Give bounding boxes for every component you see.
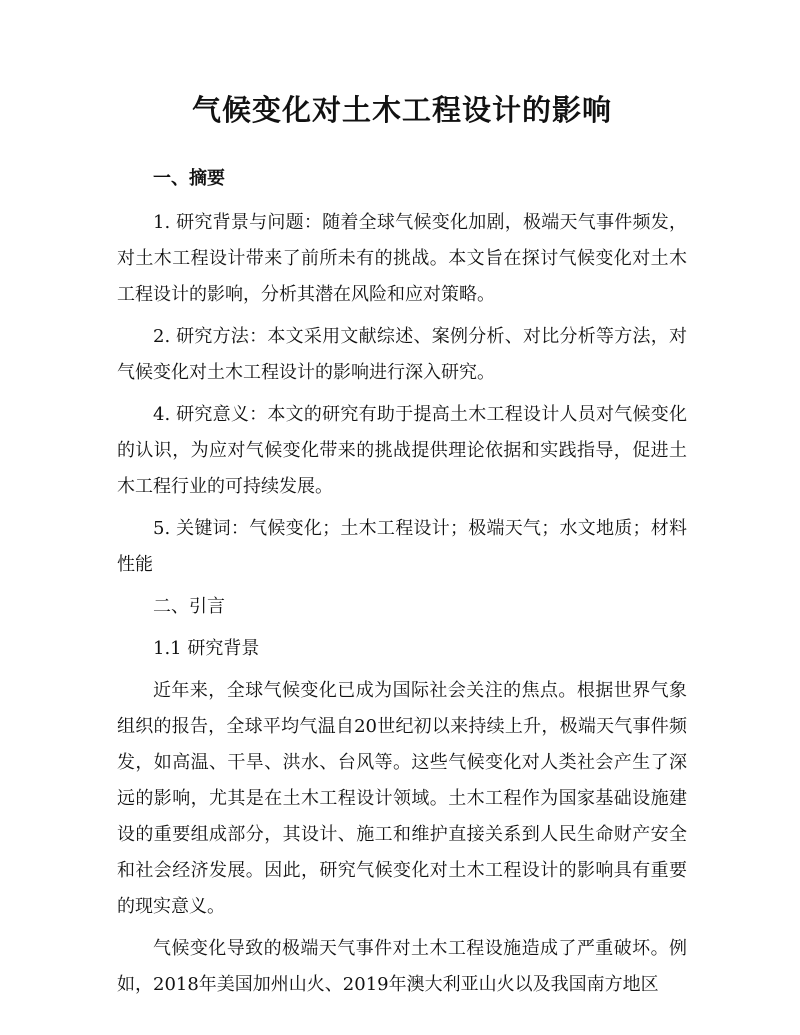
abstract-item: 1. 研究背景与问题：随着全球气候变化加剧，极端天气事件频发，对土木工程设计带来了前所未有的挑战。本文旨在探讨气候变化对土木工程设计的影响，分析其潜在风险和应对策略。 — [117, 212, 687, 305]
abstract-item: 2. 研究方法：本文采用文献综述、案例分析、对比分析等方法，对气候变化对土木工程设计的影响进行深入研究。 — [117, 326, 687, 383]
research-background-subheading: 1.1 研究背景 — [153, 638, 260, 659]
abstract-item: 5. 关键词：气候变化；土木工程设计；极端天气；水文地质；材料性能 — [117, 518, 687, 575]
body-paragraph: 近年来，全球气候变化已成为国际社会关注的焦点。根据世界气象组织的报告，全球平均气温自20世纪初以来持续上升，极端天气事件频发，如高温、干旱、洪水、台风等。这些气候变化对人类社会产生了深远的影响，尤其是在土木工程设计领域。土木工程作为国家基础设施建设的重要组成部分，其设计、施工和维护直接关系到人民生命财产安全和社会经济发展。因此，研究气候变化对土木工程设计的影响具有重要的现实意义。 — [117, 680, 687, 917]
document-page — [117, 88, 687, 1003]
abstract-item: 4. 研究意义：本文的研究有助于提高土木工程设计人员对气候变化的认识，为应对气候变化带来的挑战提供理论依据和实践指导，促进土木工程行业的可持续发展。 — [117, 404, 687, 497]
body-paragraph: 气候变化导致的极端天气事件对土木工程设施造成了严重破坏。例如，2018年美国加州山火、2019年澳大利亚山火以及我国南方地区 — [117, 938, 687, 995]
page-title: 气候变化对土木工程设计的影响 — [191, 93, 612, 127]
abstract-heading: 一、摘要 — [153, 168, 225, 189]
introduction-heading: 二、引言 — [153, 596, 225, 617]
